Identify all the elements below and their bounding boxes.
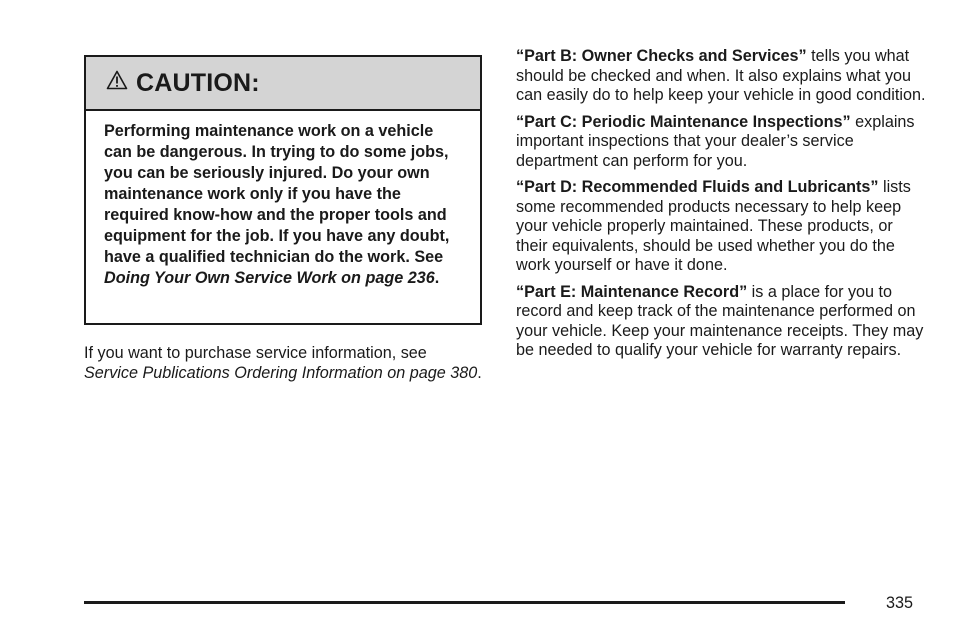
caution-reference-link[interactable]: Doing Your Own Service Work on page 236 (104, 269, 435, 287)
part-b-text: tells you what should be checked and when. It also explains what you can easily do to help keep your vehicle in good condition. (516, 47, 926, 104)
part-c-title: “Part C: Periodic Maintenance Inspections” (516, 112, 851, 131)
page-number: 335 (886, 594, 914, 612)
part-e-text: is a place for you to record and keep track of the maintenance performed on your vehicle. Keep your maintenance receipts. They may be needed to qualify your vehicle for warranty repairs. (516, 282, 924, 359)
caution-box (84, 55, 482, 325)
caution-title: CAUTION: (136, 68, 260, 97)
service-info-end: . (477, 363, 482, 382)
part-b-paragraph (516, 47, 926, 106)
footer-rule (84, 601, 845, 604)
caution-body (86, 111, 480, 289)
service-info-paragraph (84, 344, 484, 383)
parts-description-column (516, 47, 926, 368)
caution-header (86, 57, 480, 111)
caution-body-text: Performing maintenance work on a vehicle can be dangerous. In trying to do some jobs, you can be seriously injured. Do your own maintenance work only if you have the required know-how and the proper tools and equipment for the job. If you have any doubt, have a qualified technician do the work. See (104, 122, 450, 266)
service-info-text: If you want to purchase service information, see (84, 344, 427, 362)
part-e-paragraph (516, 283, 926, 361)
part-d-title: “Part D: Recommended Fluids and Lubricants” (516, 178, 879, 196)
part-d-paragraph (516, 178, 926, 276)
part-b-title: “Part B: Owner Checks and Services” (516, 47, 807, 65)
part-c-text: explains important inspections that your dealer’s service department can perform for you. (516, 112, 915, 170)
part-e-title: “Part E: Maintenance Record” (516, 282, 748, 301)
warning-triangle-icon (106, 70, 128, 90)
part-d-text: lists some recommended products necessary to help keep your vehicle properly maintained. These products, or their equivalents, should be used whether you do the work yourself or have it done. (516, 178, 911, 274)
part-c-paragraph (516, 113, 926, 172)
service-info-reference-link[interactable]: Service Publications Ordering Information on page 380 (84, 363, 478, 382)
caution-body-end: . (434, 269, 440, 287)
